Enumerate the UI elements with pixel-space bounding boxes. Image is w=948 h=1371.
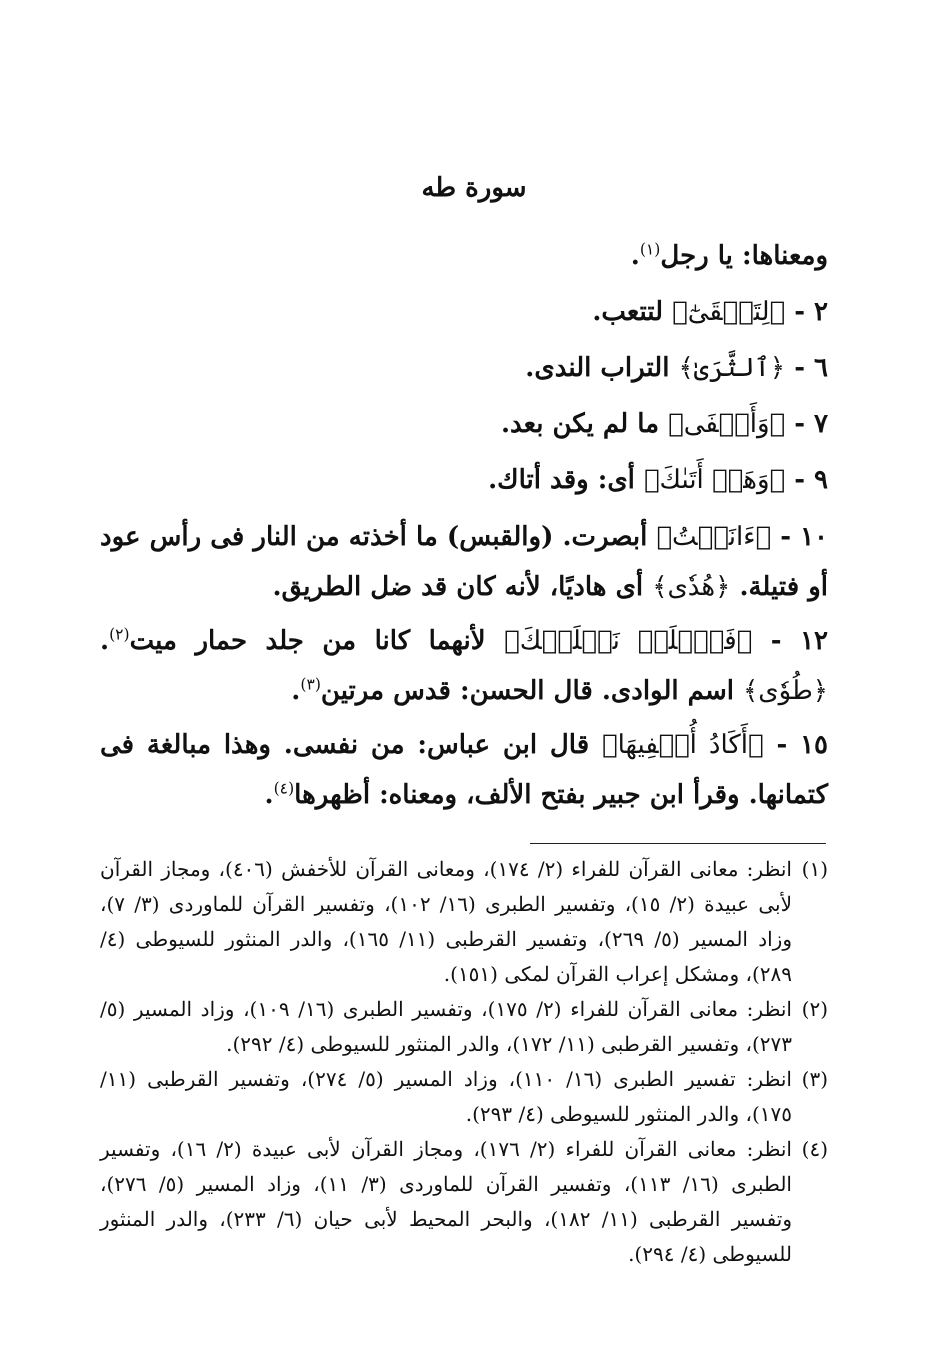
ayah-number: ١٥ - [776, 730, 828, 760]
footnote-ref-1[interactable]: (١) [639, 240, 661, 259]
ayah-explanation: . [291, 676, 301, 706]
footnote-ref-2[interactable]: (٢) [109, 625, 130, 644]
footnote-ref-4[interactable]: (٤) [273, 779, 295, 798]
footnote-text: انظر: معانى القرآن للفراء (٢/ ١٧٤)، ومعانى القرآن للأخفش (٤٠٦)، ومجاز القرآن لأبى عبيدة (٢/ ١٥)، وتفسير الطبرى (١٦/ ١٠٢)، وتفسير القرآن للماوردى (٣/ ٧)، وزاد المسير (٥/ ٢٦٩)، وتفسير القرطبى (١١/ ١٦٥)، والدر المنثور للسيوطى (٤/ ٢٨٩)، ومشكل إعراب القرآن لمكى (١٥١). [100, 857, 792, 986]
footnote-ref-3[interactable]: (٣) [300, 675, 321, 694]
footnote-text: انظر: تفسير الطبرى (١٦/ ١١٠)، وزاد المسير (٥/ ٢٧٤)، وتفسير القرطبى (١١/ ١٧٥)، والدر المنثور للسيوطى (٤/ ٢٩٣). [100, 1067, 792, 1126]
ayah-number: ٦ - [794, 353, 828, 383]
ayah-explanation: أى هاديًا، لأنه كان قد ضل الطريق. [272, 572, 653, 602]
quran-quote: ﴿فَٱخۡلَعۡ نَعۡلَيۡكَ﴾ [504, 626, 753, 656]
quran-quote: ﴿وَأَخۡفَى﴾ [668, 409, 786, 439]
quran-quote: ﴿وَهَلۡ أَتَىٰكَ﴾ [643, 465, 786, 495]
ayah-explanation: أى: وقد أتاك. [488, 465, 644, 495]
ayah-explanation: . [100, 626, 110, 656]
footnote-number: (٢) [801, 997, 828, 1021]
ayah-explanation: أبصرت. (والقبس) ما أخذته من النار فى رأس عود أو فتيلة. [100, 522, 828, 602]
page-title: سورة طه [421, 173, 527, 203]
footnote-text: انظر: معانى القرآن للفراء (٢/ ١٧٥)، وتفسير الطبرى (١٦/ ١٠٩)، وزاد المسير (٥/ ٢٧٣)، وتفسير القرطبى (١١/ ١٧٢)، والدر المنثور للسيوطى (٤/ ٢٩٢). [100, 997, 792, 1056]
ayah-9 [100, 452, 828, 508]
quran-quote: ﴿طُوٗى﴾ [743, 676, 828, 706]
ayah-explanation: . [264, 780, 274, 810]
quran-quote: ﴿ٱلثَّرَىٰ﴾ [678, 353, 786, 383]
ayah-number: ١٢ - [770, 626, 829, 656]
ayah-number: ٩ - [794, 465, 828, 495]
footnotes [100, 852, 828, 1272]
quran-quote: ﴿أَكَادُ أُخۡفِيهَا﴾ [601, 730, 764, 760]
footnote-3 [100, 1062, 828, 1132]
footnote-2 [100, 992, 828, 1062]
intro-line [100, 228, 828, 284]
footnote-divider [530, 843, 826, 844]
ayah-number: ١٠ - [780, 522, 829, 552]
ayah-explanation: التراب الندى. [525, 353, 679, 383]
ayah-number: ٧ - [794, 409, 828, 439]
ayah-explanation: ما لم يكن بعد. [500, 409, 669, 439]
intro-end: . [630, 241, 640, 271]
ayah-explanation: قال ابن عباس: من نفسى. وهذا مبالغة فى كتمانها. وقرأ ابن جبير بفتح الألف، ومعناه: أظهرها [100, 730, 828, 810]
footnote-number: (٣) [801, 1067, 828, 1091]
footnote-4 [100, 1132, 828, 1272]
footnote-number: (١) [801, 857, 828, 881]
quran-quote: ﴿لِتَشۡقَىٰٓ﴾ [672, 297, 786, 327]
ayah-explanation: اسم الوادى. قال الحسن: قدس مرتين [320, 676, 744, 706]
main-text [100, 228, 828, 820]
ayah-number: ٢ - [794, 297, 828, 327]
footnote-text: انظر: معانى القرآن للفراء (٢/ ١٧٦)، ومجاز القرآن لأبى عبيدة (٢/ ١٦)، وتفسير الطبرى (١٦/ ١١٣)، وتفسير القرآن للماوردى (٣/ ١١)، وزاد المسير (٥/ ٢٧٦)، وتفسير القرطبى (١١/ ١٨٢)، والبحر المحيط لأبى حيان (٦/ ٢٣٣)، والدر المنثور للسيوطى (٤/ ٢٩٤). [100, 1137, 792, 1266]
ayah-2 [100, 284, 828, 340]
ayah-6 [100, 340, 828, 396]
ayah-explanation: لتتعب. [592, 297, 673, 327]
footnote-number: (٤) [801, 1137, 828, 1161]
ayah-15 [100, 720, 828, 820]
quran-quote: ﴿هُدٗى﴾ [652, 572, 731, 602]
quran-quote: ﴿ءَانَسۡتُ﴾ [656, 522, 772, 552]
intro-text: ومعناها: يا رجل [660, 241, 828, 271]
ayah-7 [100, 396, 828, 452]
ayah-12 [100, 616, 828, 716]
ayah-10 [100, 512, 828, 612]
ayah-explanation: لأنهما كانا من جلد حمار ميت [129, 626, 505, 656]
footnote-1 [100, 852, 828, 992]
